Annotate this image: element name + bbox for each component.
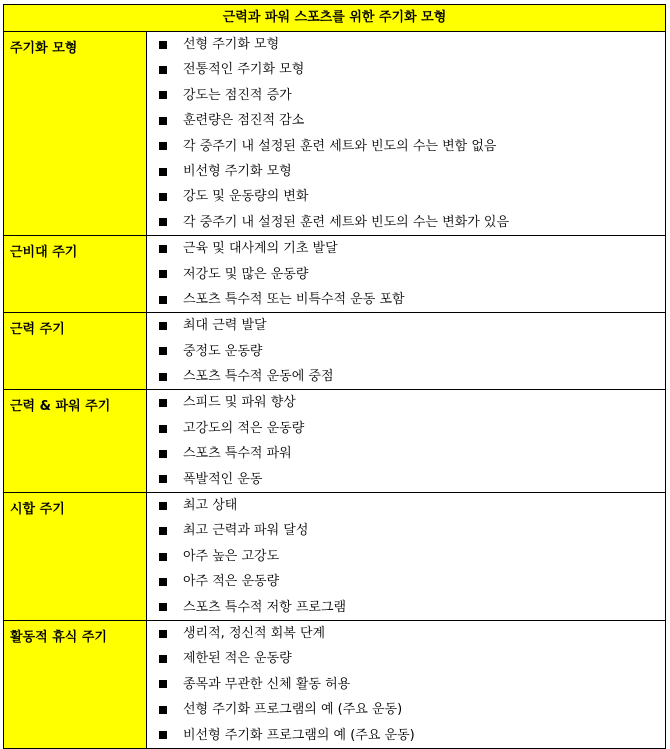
list-item (147, 493, 665, 518)
square-bullet-icon (159, 347, 167, 355)
square-bullet-icon (159, 706, 167, 714)
list-item-text: 선형 주기화 모형 (183, 37, 280, 52)
list-item-text: 스포츠 특수적 운동에 중점 (183, 369, 334, 385)
list-item-text: 아주 높은 고강도 (183, 548, 280, 564)
list-item (147, 262, 665, 287)
items-cell (147, 493, 666, 621)
list-item (147, 287, 665, 312)
list-item-text: 근육 및 대사계의 기초 발달 (183, 241, 338, 257)
list-item-text: 최대 근력 발달 (183, 318, 267, 334)
list-item-text: 폭발적인 운동 (183, 471, 263, 487)
square-bullet-icon (159, 117, 167, 125)
square-bullet-icon (159, 553, 167, 561)
periodization-table-container (3, 4, 665, 749)
list-item (147, 697, 665, 722)
items-cell (147, 390, 666, 493)
square-bullet-icon (159, 193, 167, 201)
table-row (4, 390, 666, 493)
list-item (147, 723, 665, 748)
list-item-text: 훈련량은 점진적 감소 (183, 113, 305, 129)
list-item-text: 비선형 주기화 프로그램의 예 (주요 운동) (183, 727, 415, 743)
square-bullet-icon (159, 399, 167, 407)
list-item (147, 57, 665, 82)
item-list (147, 493, 665, 620)
item-list (147, 390, 665, 492)
category-cell: 활동적 휴식 주기 (4, 620, 147, 748)
list-item (147, 595, 665, 620)
square-bullet-icon (159, 66, 167, 74)
list-item-text: 종목과 무관한 신체 활동 허용 (183, 676, 351, 692)
list-item (147, 467, 665, 492)
category-cell: 주기화 모형 (4, 32, 147, 236)
list-item (147, 134, 665, 159)
table-row (4, 313, 666, 390)
square-bullet-icon (159, 578, 167, 586)
square-bullet-icon (159, 450, 167, 458)
list-item (147, 159, 665, 184)
category-cell: 시합 주기 (4, 493, 147, 621)
table-row (4, 32, 666, 236)
list-item (147, 569, 665, 594)
list-item-text: 강도 및 운동량의 변화 (183, 189, 309, 205)
square-bullet-icon (159, 296, 167, 304)
table-row (4, 236, 666, 313)
square-bullet-icon (159, 680, 167, 688)
square-bullet-icon (159, 603, 167, 611)
table-title: 근력과 파워 스포츠를 위한 주기화 모형 (4, 5, 666, 32)
list-item (147, 518, 665, 543)
square-bullet-icon (159, 425, 167, 433)
square-bullet-icon (159, 41, 167, 49)
items-cell (147, 236, 666, 313)
square-bullet-icon (159, 373, 167, 381)
square-bullet-icon (159, 630, 167, 638)
list-item (147, 184, 665, 209)
title-row (4, 5, 666, 32)
list-item (147, 313, 665, 338)
square-bullet-icon (159, 502, 167, 510)
list-item (147, 236, 665, 261)
table-row (4, 493, 666, 621)
list-item-text: 각 중주기 내 설정된 훈련 세트와 빈도의 수는 변함 없음 (183, 138, 497, 154)
square-bullet-icon (159, 91, 167, 99)
category-cell: 근력 & 파워 주기 (4, 390, 147, 493)
list-item (147, 390, 665, 415)
list-item (147, 544, 665, 569)
list-item (147, 441, 665, 466)
list-item-text: 아주 적은 운동량 (183, 574, 280, 590)
list-item (147, 339, 665, 364)
list-item-text: 각 중주기 내 설정된 훈련 세트와 빈도의 수는 변화가 있음 (183, 214, 510, 230)
square-bullet-icon (159, 168, 167, 176)
list-item (147, 83, 665, 108)
list-item (147, 672, 665, 697)
square-bullet-icon (159, 322, 167, 330)
list-item-text: 고강도의 적은 운동량 (183, 420, 305, 436)
periodization-table (3, 4, 666, 749)
list-item-text: 중정도 운동량 (183, 343, 263, 359)
list-item-text: 제한된 적은 운동량 (183, 651, 292, 667)
list-item (147, 32, 665, 57)
square-bullet-icon (159, 527, 167, 535)
square-bullet-icon (159, 270, 167, 278)
item-list (147, 621, 665, 748)
list-item-text: 스포츠 특수적 저항 프로그램 (183, 599, 347, 615)
list-item (147, 108, 665, 133)
category-cell: 근비대 주기 (4, 236, 147, 313)
square-bullet-icon (159, 142, 167, 150)
item-list (147, 32, 665, 235)
list-item (147, 416, 665, 441)
list-item-text: 강도는 점진적 증가 (183, 87, 292, 103)
list-item-text: 스피드 및 파워 향상 (183, 395, 296, 411)
list-item (147, 621, 665, 646)
list-item-text: 저강도 및 많은 운동량 (183, 266, 309, 282)
category-cell: 근력 주기 (4, 313, 147, 390)
list-item-text: 비선형 주기화 모형 (183, 163, 292, 179)
list-item-text: 스포츠 특수적 파워 (183, 446, 292, 462)
square-bullet-icon (159, 731, 167, 739)
list-item (147, 364, 665, 389)
list-item-text: 선형 주기화 프로그램의 예 (주요 운동) (183, 702, 403, 718)
square-bullet-icon (159, 475, 167, 483)
list-item-text: 최고 근력과 파워 달성 (183, 523, 309, 539)
square-bullet-icon (159, 655, 167, 663)
table-body (4, 5, 666, 749)
square-bullet-icon (159, 245, 167, 253)
list-item-text: 스포츠 특수적 또는 비특수적 운동 포함 (183, 291, 405, 307)
list-item-text: 생리적, 정신적 회복 단계 (183, 625, 326, 641)
square-bullet-icon (159, 218, 167, 226)
items-cell (147, 620, 666, 748)
list-item-text: 전통적인 주기화 모형 (183, 62, 305, 78)
items-cell (147, 313, 666, 390)
item-list (147, 313, 665, 389)
list-item-text: 최고 상태 (183, 498, 238, 514)
table-row (4, 620, 666, 748)
items-cell (147, 32, 666, 236)
list-item (147, 210, 665, 235)
list-item (147, 646, 665, 671)
item-list (147, 236, 665, 312)
